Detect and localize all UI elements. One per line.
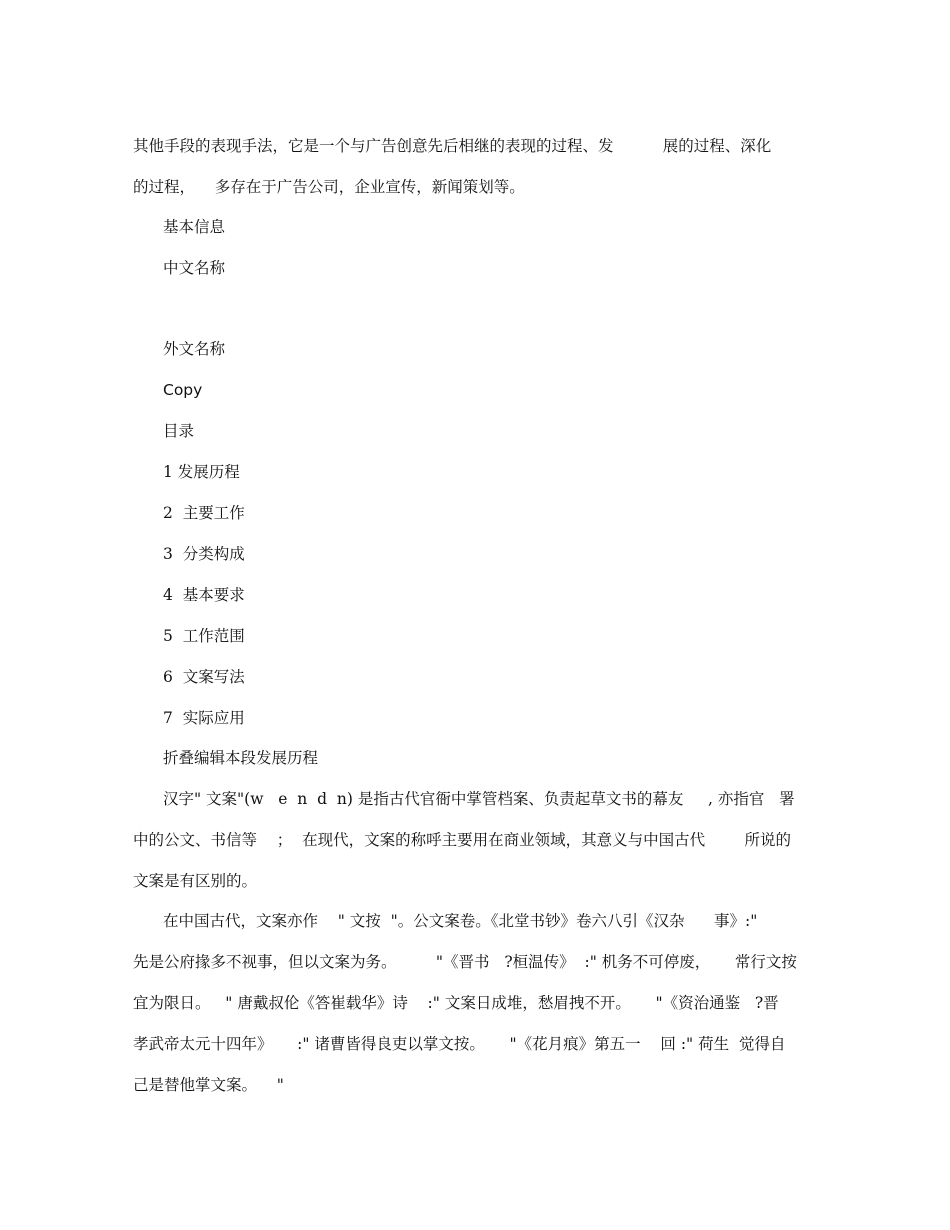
section-heading: 折叠编辑本段发展历程 [163, 749, 319, 767]
para2-line-4: 孝武帝太元十四年》 :" 诸曹皆得良吏以掌文按。 "《花月痕》第五一 回 :" 荷生 觉得自 [133, 1035, 786, 1053]
foreign-name-label: 外文名称 [163, 340, 226, 358]
toc-item-1: 1 发展历程 [163, 463, 240, 481]
chinese-name-label: 中文名称 [163, 259, 226, 277]
foreign-name-value: Copy [163, 381, 203, 399]
toc-title: 目录 [163, 422, 195, 440]
para1-line-3: 文案是有区别的。 [133, 872, 258, 890]
toc-item-2: 2 主要工作 [163, 504, 245, 522]
toc-item-3: 3 分类构成 [163, 545, 245, 563]
para2-line-3: 宜为限日。 " 唐戴叔伦《答崔载华》诗 :" 文案日成堆，愁眉拽不开。 "《资治通鉴 ?晋 [133, 994, 779, 1012]
toc-item-4: 4 基本要求 [163, 586, 245, 604]
para1-line-1: 汉字" 文案"(w e n d n) 是指古代官衙中掌管档案、负责起草文书的幕友 , 亦指官 署 [163, 790, 795, 808]
toc-item-6: 6 文案写法 [163, 668, 245, 686]
intro-line-2: 的过程， 多存在于广告公司，企业宣传，新闻策划等。 [133, 178, 525, 196]
intro-line-1: 其他手段的表现手法，它是一个与广告创意先后相继的表现的过程、发 展的过程、深化 [133, 137, 772, 155]
para2-line-2: 先是公府掾多不视事，但以文案为务。 "《晋书 ?桓温传》 :" 机务不可停废， 常行文按 [133, 953, 797, 971]
para1-line-2: 中的公文、书信等 ； 在现代，文案的称呼主要用在商业领域，其意义与中国古代 所说的 [133, 831, 791, 849]
toc-item-5: 5 工作范围 [163, 627, 245, 645]
info-title: 基本信息 [163, 218, 226, 236]
toc-item-7: 7 实际应用 [163, 709, 245, 727]
para2-line-1: 在中国古代，文案亦作 " 文按 "。公文案卷。《北堂书钞》卷六八引《汉杂 事》:" [163, 912, 758, 930]
para2-line-5: 己是替他掌文案。 " [133, 1076, 284, 1094]
